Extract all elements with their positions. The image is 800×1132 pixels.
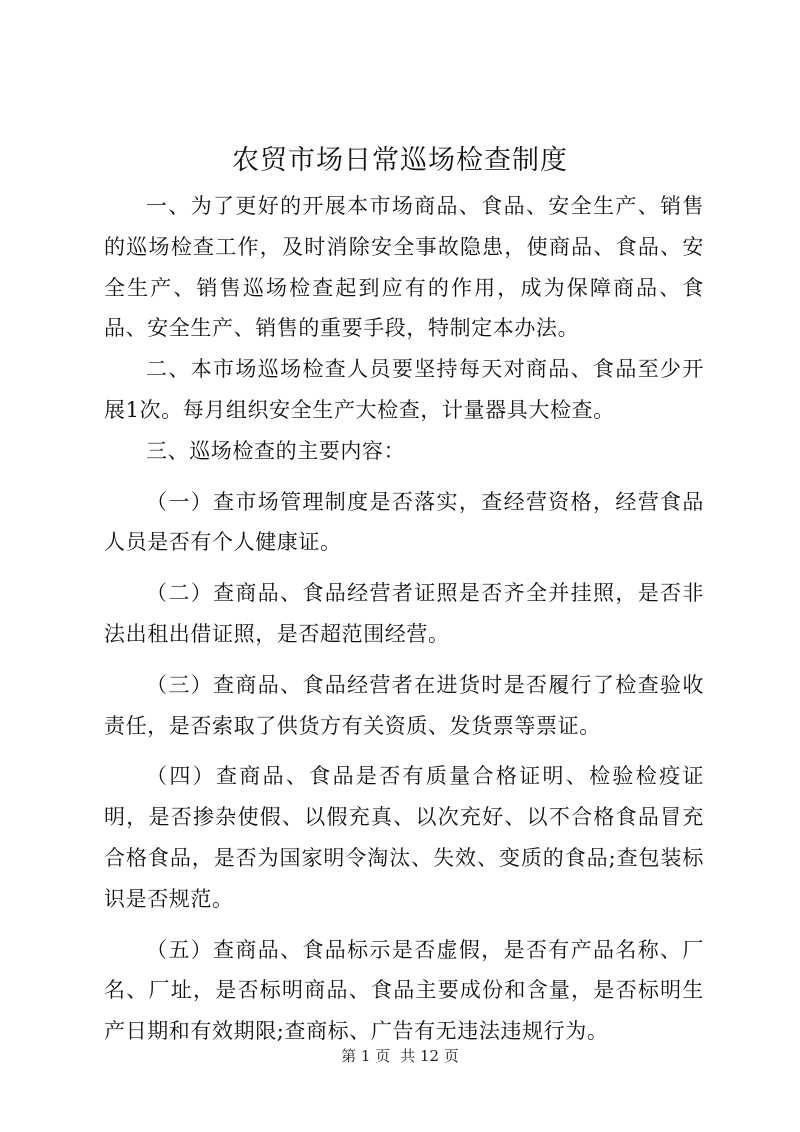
paragraph-7: （四）查商品、食品是否有质量合格证明、检验检疫证明，是否掺杂使假、以假充真、以次充好、以不合格食品冒充合格食品，是否为国家明令淘汰、失效、变质的食品;查包装标识是否规范。	[104, 764, 704, 911]
paragraph-8: （五）查商品、食品标示是否虚假，是否有产品名称、厂名、厂址，是否标明商品、食品主要成份和含量，是否标明生产日期和有效期限;查商标、广告有无违法违规行为。	[104, 937, 704, 1044]
paragraph-2: 二、本市场巡场检查人员要坚持每天对商品、食品至少开展1次。每月组织安全生产大检查，计量器具大检查。	[104, 357, 704, 422]
paragraph-1: 一、为了更好的开展本市场商品、食品、安全生产、销售的巡场检查工作，及时消除安全事故隐患，使商品、食品、安全生产、销售巡场检查起到应有的作用，成为保障商品、食品、安全生产、销售的重要手段，特制定本办法。	[104, 194, 704, 341]
paragraph-4: （一）查市场管理制度是否落实，查经营资格，经营食品人员是否有个人健康证。	[104, 489, 704, 555]
paragraph-6: （三）查商品、食品经营者在进货时是否履行了检查验收责任，是否索取了供货方有关资质、发货票等票证。	[104, 672, 704, 738]
page-number: 第 1 页	[341, 1047, 391, 1065]
paragraph-5: （二）查商品、食品经营者证照是否齐全并挂照，是否非法出租出借证照，是否超范围经营。	[104, 581, 704, 646]
document-title: 农贸市场日常巡场检查制度	[232, 145, 568, 176]
page-total: 共 12 页	[400, 1047, 459, 1065]
page-footer	[0, 1046, 800, 1066]
document-body	[104, 186, 704, 1052]
paragraph-3: 三、巡场检查的主要内容：	[146, 438, 406, 463]
